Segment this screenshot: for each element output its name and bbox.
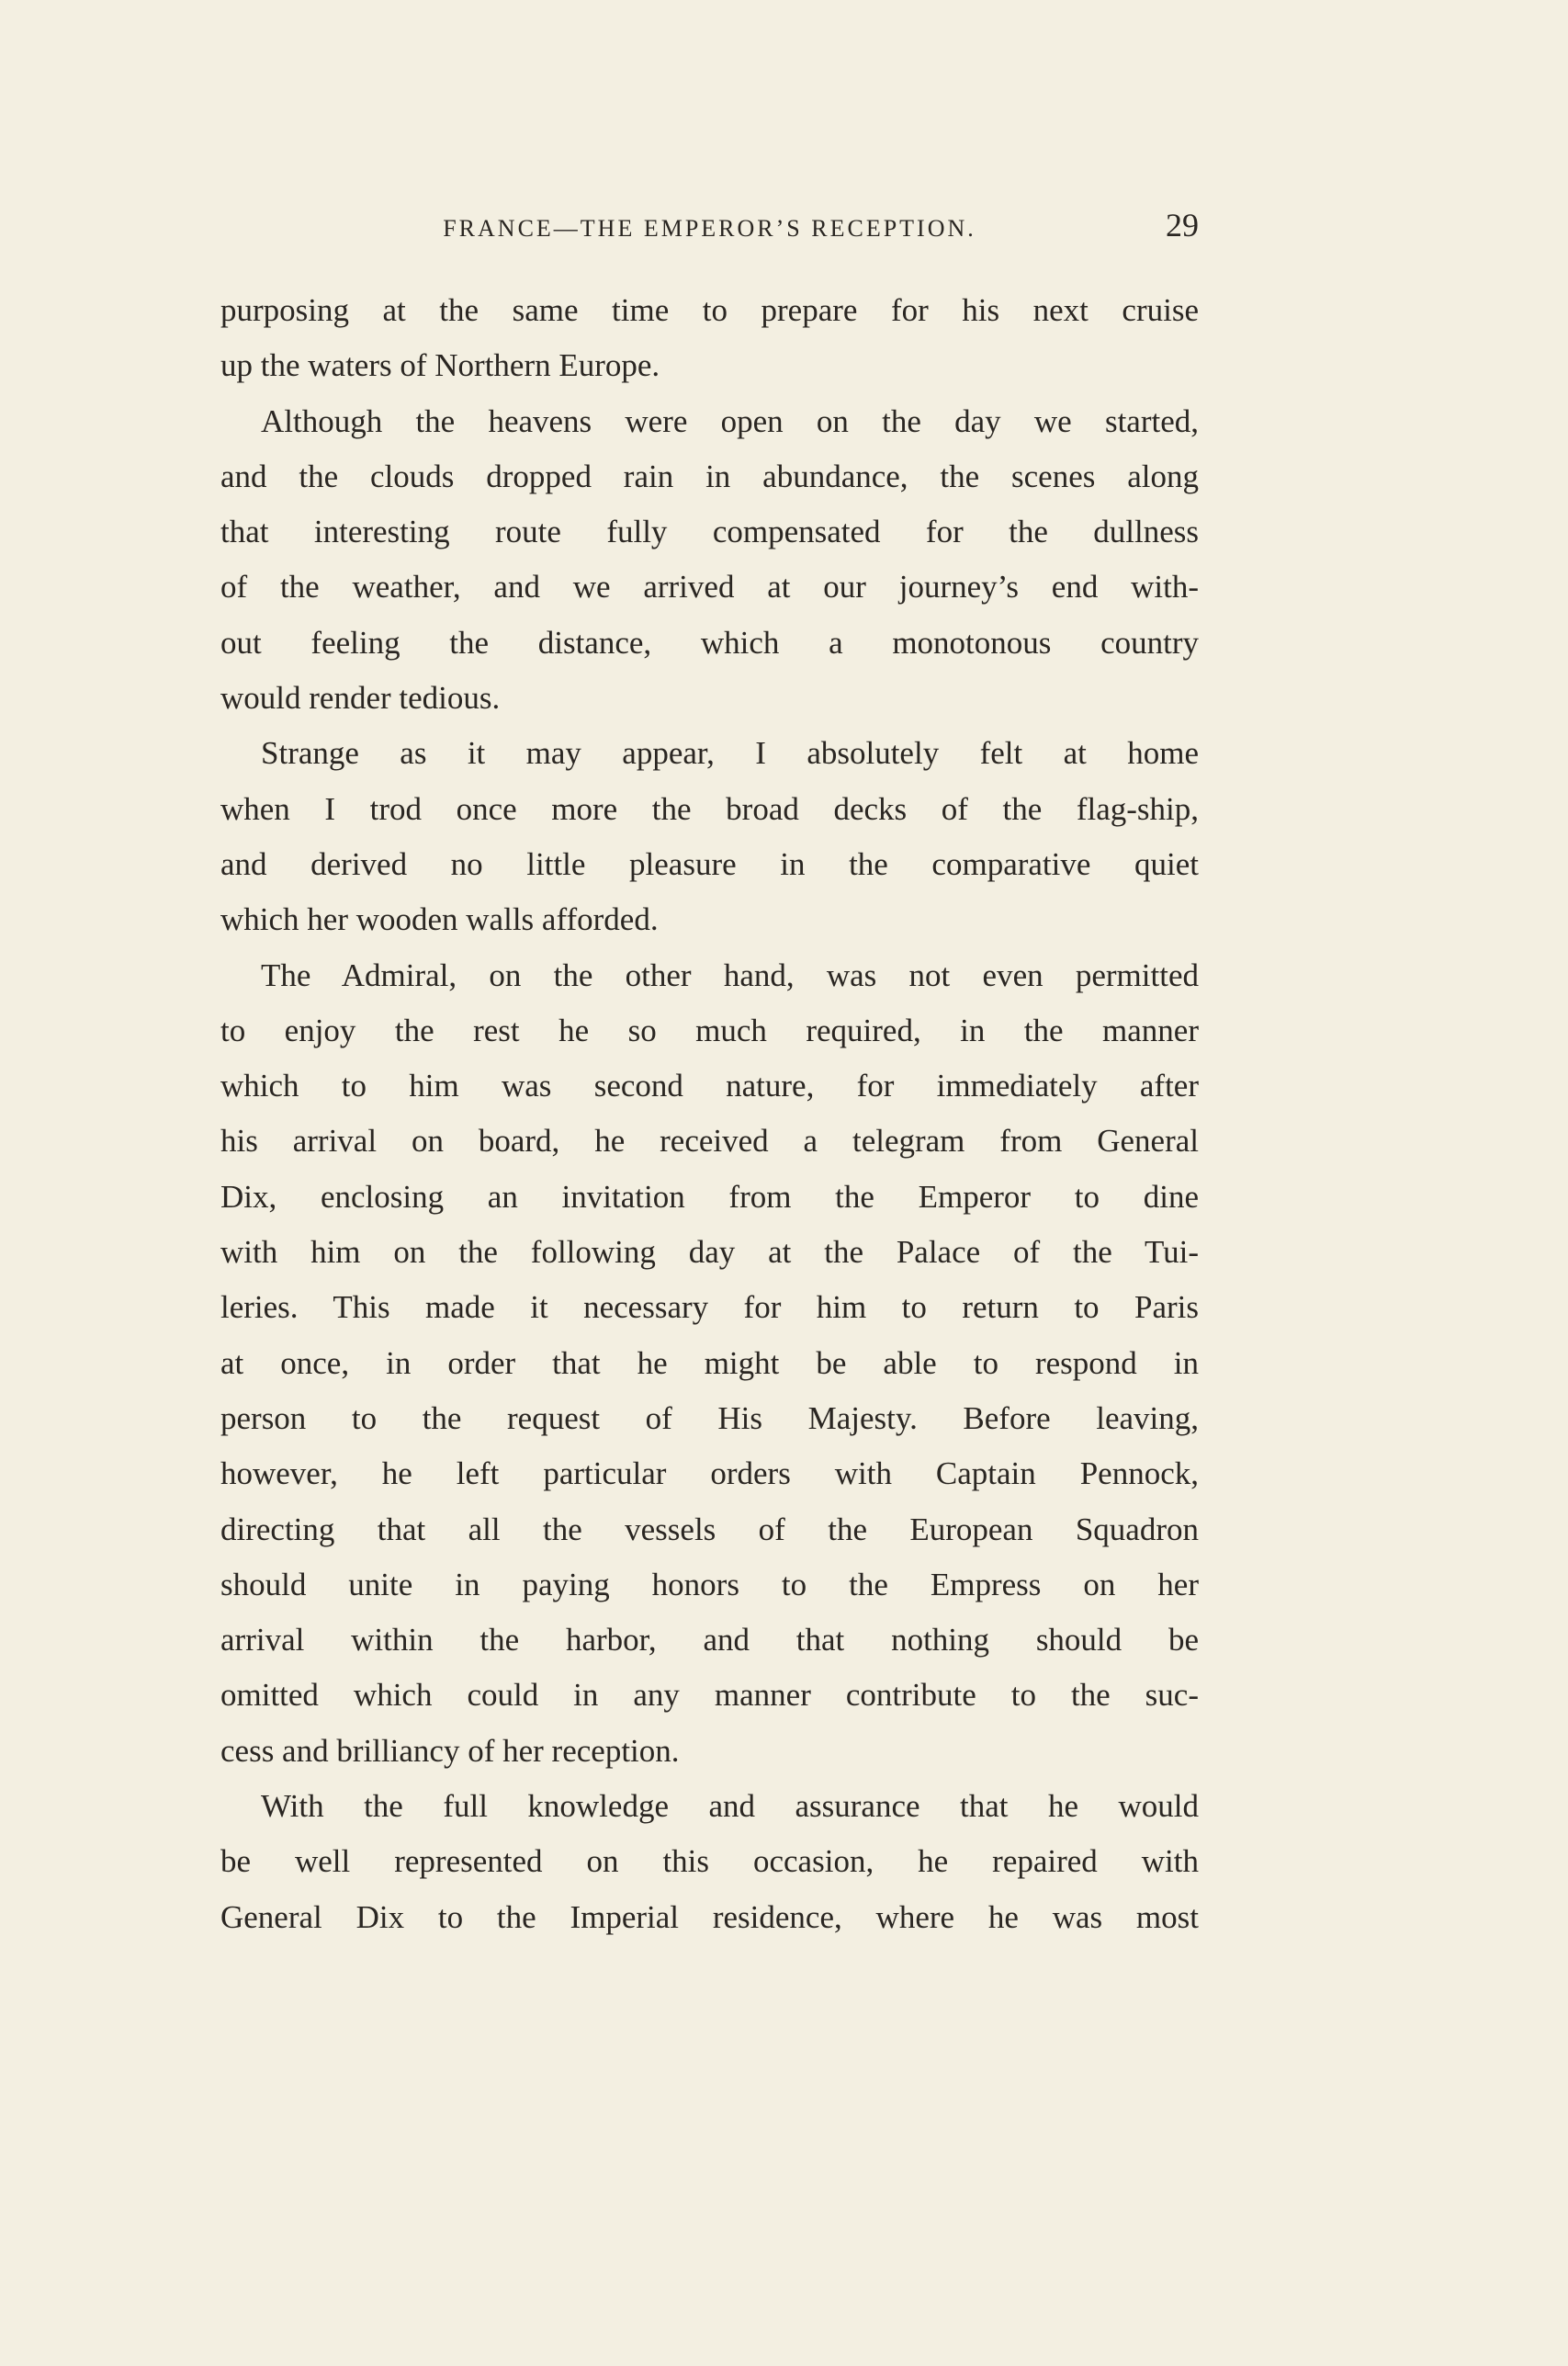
text-line: of the weather, and we arrived at our journey’s end with- bbox=[220, 569, 1199, 606]
text-line: and derived no little pleasure in the comparative quiet bbox=[220, 845, 1199, 882]
text-line: his arrival on board, he received a telegram from General bbox=[220, 1123, 1199, 1160]
body-text bbox=[220, 283, 1199, 1945]
text-line: to enjoy the rest he so much required, in the manner bbox=[220, 1012, 1199, 1048]
text-line: Although the heavens were open on the day we started, bbox=[261, 402, 1199, 439]
page-header bbox=[220, 209, 1199, 248]
text-line: should unite in paying honors to the Empress on her bbox=[220, 1566, 1199, 1602]
running-head: FRANCE—THE EMPEROR’S RECEPTION. bbox=[443, 215, 976, 242]
text-line: Dix, enclosing an invitation from the Emperor to dine bbox=[220, 1178, 1199, 1215]
text-line: omitted which could in any manner contribute to the suc- bbox=[220, 1677, 1199, 1714]
text-line: The Admiral, on the other hand, was not even permitted bbox=[261, 957, 1199, 993]
text-line: out feeling the distance, which a monotonous country bbox=[220, 624, 1199, 661]
text-line: purposing at the same time to prepare for his next cruise bbox=[220, 292, 1199, 328]
text-line: directing that all the vessels of the European Squadron bbox=[220, 1511, 1199, 1547]
text-line: General Dix to the Imperial residence, where he was most bbox=[220, 1898, 1199, 1935]
text-line: arrival within the harbor, and that nothing should be bbox=[220, 1622, 1199, 1658]
page-number: 29 bbox=[1166, 207, 1199, 243]
text-line: and the clouds dropped rain in abundance, the scenes along bbox=[220, 458, 1199, 494]
text-line: up the waters of Northern Europe. bbox=[220, 347, 660, 384]
text-line: with him on the following day at the Palace of the Tui- bbox=[220, 1234, 1199, 1271]
text-line: With the full knowledge and assurance that he would bbox=[261, 1788, 1199, 1825]
text-line: cess and brilliancy of her reception. bbox=[220, 1732, 680, 1769]
text-line: which to him was second nature, for immediately after bbox=[220, 1068, 1199, 1104]
text-line: leries. This made it necessary for him to return to Paris bbox=[220, 1289, 1199, 1326]
text-line: which her wooden walls afforded. bbox=[220, 901, 659, 938]
text-line: Strange as it may appear, I absolutely felt at home bbox=[261, 735, 1199, 772]
text-line: be well represented on this occasion, he repaired with bbox=[220, 1843, 1199, 1880]
text-line: person to the request of His Majesty. Before leaving, bbox=[220, 1399, 1199, 1436]
text-line: would render tedious. bbox=[220, 680, 501, 717]
text-line: at once, in order that he might be able to respond in bbox=[220, 1344, 1199, 1381]
text-line: however, he left particular orders with Captain Pennock, bbox=[220, 1455, 1199, 1492]
text-line: when I trod once more the broad decks of the flag-ship, bbox=[220, 790, 1199, 827]
text-line: that interesting route fully compensated for the dullness bbox=[220, 514, 1199, 550]
